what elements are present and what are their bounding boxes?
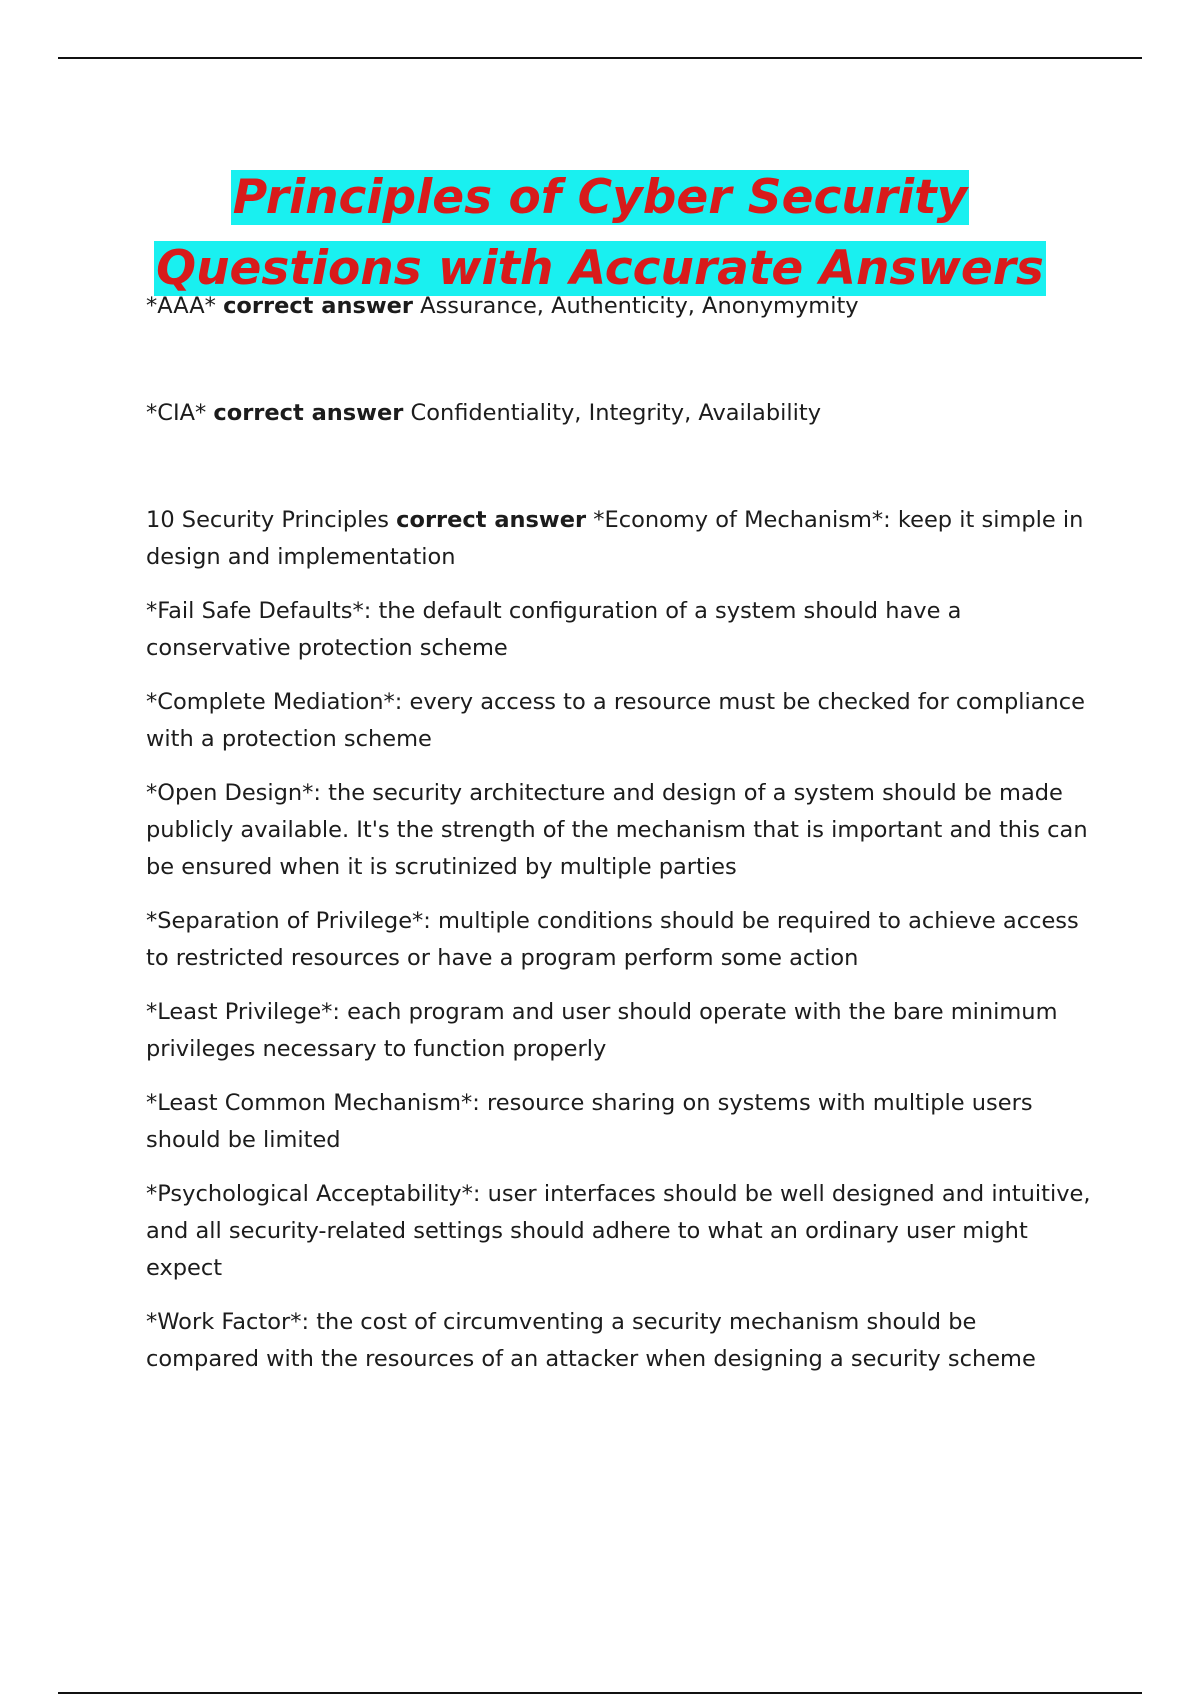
answer-label: correct answer: [223, 293, 414, 319]
principle-least-privilege: *Least Privilege*: each program and user should operate with the bare minimum privileges necessary to function properly: [146, 999, 1058, 1062]
qa-entry-aaa: [146, 288, 1096, 325]
principle-open-design: *Open Design*: the security architecture and design of a system should be made publicly available. It's the strength of the mechanism that is important and this can be ensured when it is scrutinized by multiple parties: [146, 780, 1088, 880]
question-text: *CIA*: [146, 400, 207, 426]
title-line-2-text: Questions with Accurate Answers: [156, 241, 1044, 296]
bottom-rule: [58, 1692, 1142, 1694]
principle-least-common-mechanism: *Least Common Mechanism*: resource sharing on systems with multiple users should be limited: [146, 1090, 1033, 1153]
answer-text: Confidentiality, Integrity, Availability: [410, 400, 822, 426]
question-text: *AAA*: [146, 293, 216, 319]
question-text: 10 Security Principles: [146, 507, 389, 533]
qa-entry-security-principles: [146, 502, 1096, 576]
answer-text: *Economy of Mechanism*: keep it simple in design and implementation: [146, 507, 1084, 570]
principle-fail-safe-defaults: *Fail Safe Defaults*: the default configuration of a system should have a conservative protection scheme: [146, 598, 962, 661]
principle-separation-of-privilege: *Separation of Privilege*: multiple conditions should be required to achieve access to restricted resources or have a program perform some action: [146, 908, 1079, 971]
top-rule: [58, 57, 1142, 59]
title-line-1: [0, 168, 1200, 239]
answer-text: Assurance, Authenticity, Anonymymity: [420, 293, 859, 319]
answer-label: correct answer: [213, 400, 404, 426]
document-body: [146, 288, 1096, 1395]
principle-psychological-acceptability: *Psychological Acceptability*: user interfaces should be well designed and intuitive, and all security-related settings should adhere to what an ordinary user might expect: [146, 1181, 1091, 1281]
title-line-1-text: Principles of Cyber Security: [232, 170, 968, 225]
principle-work-factor: *Work Factor*: the cost of circumventing a security mechanism should be compared with the resources of an attacker when designing a security scheme: [146, 1309, 1036, 1372]
qa-entry-cia: [146, 395, 1096, 432]
principle-complete-mediation: *Complete Mediation*: every access to a resource must be checked for compliance with a protection scheme: [146, 689, 1086, 752]
answer-label: correct answer: [396, 507, 587, 533]
